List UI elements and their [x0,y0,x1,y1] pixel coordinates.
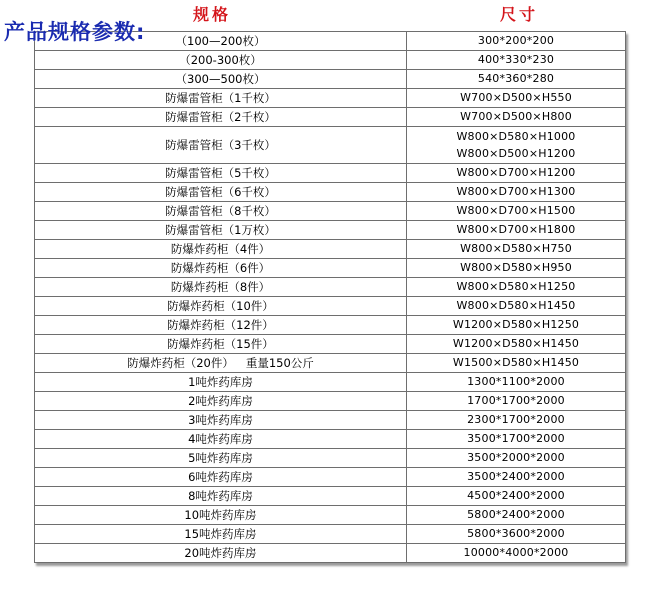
size-cell [407,127,626,164]
size-cell: W800×D700×H1300 [407,183,626,202]
spec-cell: 15吨炸药库房 [35,525,407,544]
spec-cell: 2吨炸药库房 [35,392,407,411]
size-cell: 5800*3600*2000 [407,525,626,544]
size-column-header: 尺寸 [500,5,539,24]
size-cell: 1300*1100*2000 [407,373,626,392]
table-row [35,297,626,316]
table-row [35,449,626,468]
table-row [35,468,626,487]
table-row [35,430,626,449]
spec-cell: 1吨炸药库房 [35,373,407,392]
table-row [35,392,626,411]
table-row [35,240,626,259]
spec-cell: 5吨炸药库房 [35,449,407,468]
spec-cell: 防爆炸药柜（6件） [35,259,407,278]
table-row [35,278,626,297]
page-title: 产品规格参数: [4,20,146,44]
table-row [35,354,626,373]
table-row [35,525,626,544]
size-cell: 5800*2400*2000 [407,506,626,525]
size-line: W800×D500×H1200 [456,147,576,160]
spec-cell: 防爆炸药柜（4件） [35,240,407,259]
size-cell: 300*200*200 [407,32,626,51]
table-row [35,164,626,183]
table-row [35,70,626,89]
weight-label: 重量150公斤 [245,356,314,370]
spec-cell: 8吨炸药库房 [35,487,407,506]
size-cell: W800×D580×H950 [407,259,626,278]
table-row [35,373,626,392]
spec-label: 防爆炸药柜（20件） [127,356,234,370]
table-row [35,506,626,525]
size-cell: 400*330*230 [407,51,626,70]
spec-cell: 6吨炸药库房 [35,468,407,487]
table-row [35,89,626,108]
size-cell: W700×D500×H800 [407,108,626,127]
size-cell: W1500×D580×H1450 [407,354,626,373]
spec-cell: 防爆炸药柜（15件） [35,335,407,354]
size-cell: 3500*2400*2000 [407,468,626,487]
size-cell: 540*360*280 [407,70,626,89]
table-row [35,183,626,202]
table-row [35,411,626,430]
spec-cell: 10吨炸药库房 [35,506,407,525]
table-row [35,108,626,127]
spec-cell: 防爆雷管柜（2千枚） [35,108,407,127]
size-cell: W800×D580×H750 [407,240,626,259]
size-cell: W800×D700×H1800 [407,221,626,240]
spec-cell: 防爆炸药柜（8件） [35,278,407,297]
table-row [35,202,626,221]
spec-cell: （100—200枚） [35,32,407,51]
spec-cell: 防爆雷管柜（8千枚） [35,202,407,221]
spec-table [34,31,626,563]
size-cell: W1200×D580×H1450 [407,335,626,354]
spec-cell: 3吨炸药库房 [35,411,407,430]
size-line: W800×D580×H1000 [456,130,576,143]
table-row [35,544,626,563]
spec-cell: （200-300枚） [35,51,407,70]
spec-cell: 防爆雷管柜（3千枚） [35,127,407,164]
table-row [35,51,626,70]
table-row [35,127,626,164]
spec-cell: 防爆雷管柜（6千枚） [35,183,407,202]
size-cell: W700×D500×H550 [407,89,626,108]
size-cell: 4500*2400*2000 [407,487,626,506]
spec-cell: （300—500枚） [35,70,407,89]
spec-cell: 防爆炸药柜（12件） [35,316,407,335]
size-cell: 10000*4000*2000 [407,544,626,563]
size-cell: W800×D580×H1250 [407,278,626,297]
spec-table-body [35,32,626,563]
spec-column-header: 规格 [193,5,232,24]
size-cell: W1200×D580×H1250 [407,316,626,335]
spec-cell: 20吨炸药库房 [35,544,407,563]
table-row [35,259,626,278]
table-row [35,487,626,506]
size-cell: W800×D700×H1500 [407,202,626,221]
size-cell: W800×D700×H1200 [407,164,626,183]
table-row [35,335,626,354]
table-row [35,221,626,240]
spec-cell: 4吨炸药库房 [35,430,407,449]
size-cell: 2300*1700*2000 [407,411,626,430]
table-row [35,316,626,335]
spec-cell: 防爆雷管柜（5千枚） [35,164,407,183]
size-cell: W800×D580×H1450 [407,297,626,316]
size-cell: 1700*1700*2000 [407,392,626,411]
size-cell: 3500*1700*2000 [407,430,626,449]
spec-cell: 防爆雷管柜（1千枚） [35,89,407,108]
spec-cell [35,354,407,373]
spec-cell: 防爆炸药柜（10件） [35,297,407,316]
size-cell: 3500*2000*2000 [407,449,626,468]
spec-cell: 防爆雷管柜（1万枚） [35,221,407,240]
